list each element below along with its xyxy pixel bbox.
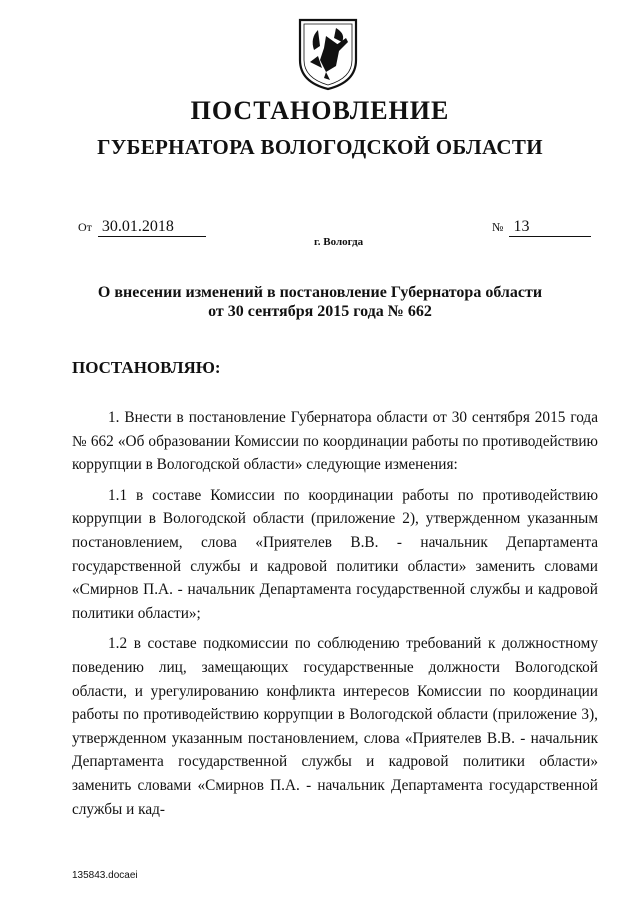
document-title: ПОСТАНОВЛЕНИЕ	[190, 96, 450, 125]
document-number: 13	[509, 219, 591, 237]
number-prefix: №	[492, 220, 504, 234]
file-id: 135843.docaei	[72, 870, 138, 881]
vologda-coat-of-arms-icon	[296, 16, 360, 92]
document-date: 30.01.2018	[98, 219, 206, 237]
subject-line-1: О внесении изменений в постановление Губернатора области	[97, 284, 543, 301]
paragraph-1: 1. Внести в постановление Губернатора области от 30 сентября 2015 года № 662 «Об образовании Комиссии по координации работы по противодействию коррупции в Вологодской области» следующие изменения:	[72, 409, 598, 474]
document-body	[72, 406, 598, 828]
date-block	[78, 218, 206, 237]
date-prefix: От	[78, 220, 92, 234]
paragraph-1-2: 1.2 в составе подкомиссии по соблюдению требований к должностному поведению лиц, замещающих государственные должности Вологодской области, и урегулированию конфликта интересов Комиссии по координации работы по противодействию коррупции в Вологодской области (приложение 3), утвержденном указанным постановлением, слова «Приятелев В.В. - начальник Департамента государственной службы и кадровой политики области» заменить словами «Смирнов П.А. - начальник Департамента государственной службы и кад-	[72, 635, 598, 818]
city-label: г. Вологда	[314, 236, 364, 248]
decree-heading: ПОСТАНОВЛЯЮ:	[72, 358, 221, 377]
paragraph-1-1: 1.1 в составе Комиссии по координации работы по противодействию коррупции в Вологодской области (приложение 2), утвержденном указанным постановлением, слова «Приятелев В.В. - начальник Департамента государственной службы и кадровой политики области» заменить словами «Смирнов П.А. - начальник Департамента государственной службы и кадровой политики области»;	[72, 486, 598, 622]
document-subtitle: ГУБЕРНАТОРА ВОЛОГОДСКОЙ ОБЛАСТИ	[97, 135, 543, 159]
document-subject	[0, 283, 640, 321]
number-block	[492, 218, 591, 237]
subject-line-2: от 30 сентября 2015 года № 662	[208, 303, 432, 320]
